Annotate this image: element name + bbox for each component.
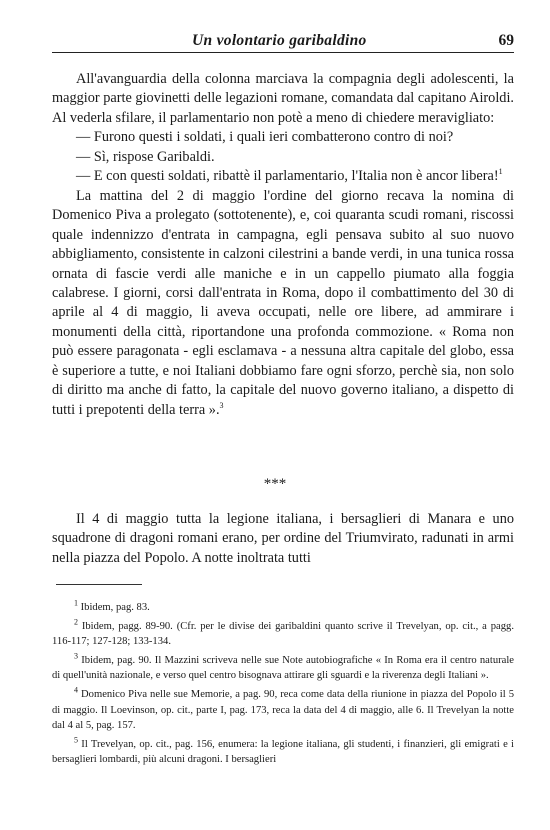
footnote [52, 600, 514, 616]
footnote [52, 737, 514, 768]
footnote-number: 4 [74, 685, 78, 695]
footnote-text: Ibidem, pagg. 89-90. (Cfr. per le divise dei garibaldini quanto scrive il Trevelyan, op. cit., a pagg. 116-117; 127-128; 133-134. [52, 620, 514, 648]
footnote-text: Ibidem, pag. 83. [80, 602, 150, 613]
footnote-text: Domenico Piva nelle sue Memorie, a pag. 90, reca come data della riunione in piazza del Popolo il 5 di maggio. Il Loevinson, op. cit., parte I, pag. 173, reca la data del 4 di maggio, alle 6. Il Trevelyan la notte dal 4 al 5, pag. 157. [52, 688, 514, 732]
paragraph: — Furono questi i soldati, i quali ieri combatterono contro di noi? [76, 129, 454, 146]
footnote [52, 653, 514, 684]
paragraph-text: Il 4 di maggio tutta la legione italiana, i bersaglieri di Manara e uno squadrone di dragoni romani erano, per ordine del Triumvirato, radunati in armi nella piazza del Popolo. A notte inoltrata tutti [52, 511, 514, 566]
paragraph-text: La mattina del 2 di maggio l'ordine del giorno recava la nomina di Domenico Piva a prolegato (sottotenente), e, coi quaranta scudi romani, riscossi quale indennizzo d'entrata in campagna, egli pensava subito al suo nuovo abbigliamento, consistente in calzoni cilestrini a bande verdi, in una tunica rossa ornata di fascie verdi alle maniche e in un cappello piumato alla foggia calabrese. I giorni, corsi dall'entrata in Roma, dopo il combattimento del 30 di aprile al 4 di maggio, li aveva occupati, nelle ore libere, ad ammirare i monumenti della città, riportandone una profonda commozione. « Roma non può essere paragonata - egli esclamava - a nessuna altra capitale del globo, essa è superiore a tutte, e noi Italiani dobbiamo fare ogni sforzo, perchè sia, non solo di diritto ma anche di fatto, la capitale del nuovo governo italiano, a dispetto di tutti i prepotenti della terra ». [52, 187, 514, 418]
paragraph [52, 187, 514, 420]
paragraph-text: — Sì, rispose Garibaldi. [76, 148, 215, 165]
footnotes [52, 600, 514, 768]
page-number: 69 [498, 32, 514, 49]
paragraph [52, 167, 514, 186]
paragraph [52, 510, 514, 568]
footnote-ref: 3 [219, 400, 224, 410]
running-title: Un volontario garibaldino [192, 32, 367, 49]
section-separator: *** [263, 476, 287, 492]
paragraph [52, 148, 514, 167]
footnote [52, 619, 514, 650]
paragraph: All'avanguardia della colonna marciava la compagnia degli adolescenti, la maggior parte giovinetti delle legazioni romane, comandata dal capitano Airoldi. Al vederla sfilare, il parlamentario non potè a meno di chiedere meravigliato: [52, 71, 514, 126]
footnote [52, 687, 514, 734]
footnote-number: 1 [74, 598, 78, 608]
footnote-ref: 1 [498, 167, 503, 177]
second-section-text [52, 510, 514, 568]
footnote-number: 5 [74, 735, 78, 745]
paragraph-text: — E con questi soldati, ribattè il parlamentario, l'Italia non è ancor libera! [76, 168, 499, 185]
footnote-number: 3 [74, 651, 78, 661]
footnote-number: 2 [74, 617, 78, 627]
footnote-text: Il Trevelyan, op. cit., pag. 156, enumera: la legione italiana, gli studenti, i finanzieri, gli emigrati e i bersaglieri lombardi, più alcuni dragoni. I bersaglieri [52, 738, 515, 766]
footnote-text: Ibidem, pag. 90. Il Mazzini scriveva nelle sue Note autobiografiche « In Roma era il centro naturale di quell'unità nazionale, e verso quel centro bisognava attirare gli sguardi e la riverenza degli Italiani ». [52, 654, 515, 682]
main-text [52, 70, 514, 420]
footnote-rule [56, 584, 142, 585]
running-header [52, 30, 514, 53]
